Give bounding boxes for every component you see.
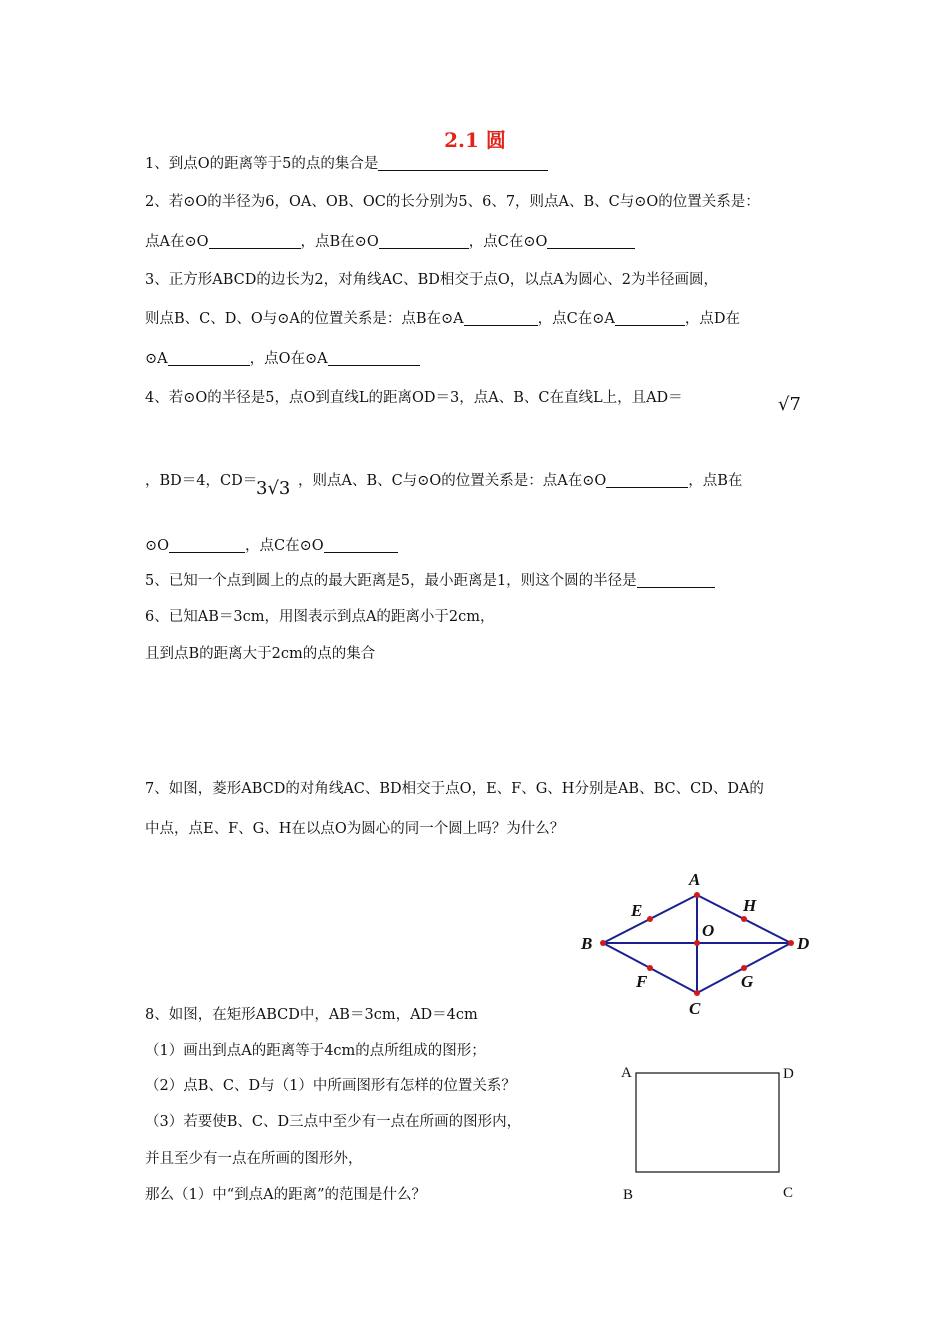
page-title: 2.1 圆 bbox=[444, 128, 506, 152]
q6-line2: 且到点B的距离大于2cm的点的集合 bbox=[145, 646, 376, 662]
q4-line2a: ，BD＝4，CD＝ bbox=[145, 473, 258, 489]
q1-answer-blank[interactable] bbox=[378, 156, 548, 171]
q3-c-blank[interactable] bbox=[615, 311, 685, 326]
point-d bbox=[788, 940, 794, 946]
rect-label-b: B bbox=[623, 1187, 634, 1203]
q3-c-text: ，点C在⊙A bbox=[537, 311, 615, 327]
q8-part4: 并且至少有一点在所画的图形外， bbox=[145, 1151, 363, 1167]
question-5 bbox=[145, 569, 715, 590]
point-f bbox=[647, 965, 653, 971]
label-b: B bbox=[581, 934, 593, 953]
point-g bbox=[741, 965, 747, 971]
q6-line1: 6、已知AB＝3cm，用图表示到点A的距离小于2cm， bbox=[145, 609, 495, 625]
q4-line1: 4、若⊙O的半径是5，点O到直线L的距离OD＝3，点A、B、C在直线L上，且AD＝ bbox=[145, 390, 683, 406]
rect-label-c: C bbox=[783, 1185, 794, 1201]
q2-a-text: 点A在⊙O bbox=[145, 234, 209, 250]
rect-label-d: D bbox=[783, 1066, 794, 1082]
q5-text: 5、已知一个点到圆上的点的最大距离是5，最小距离是1，则这个圆的半径是 bbox=[145, 573, 637, 589]
q8-part3: （3）若要使B、C、D三点中至少有一点在所画的图形内， bbox=[145, 1114, 522, 1130]
q5-blank[interactable] bbox=[637, 573, 715, 588]
label-a: A bbox=[689, 870, 701, 889]
rectangle-abcd bbox=[636, 1073, 779, 1172]
sqrt7-formula: √7 bbox=[778, 394, 801, 415]
rectangle-figure bbox=[615, 1060, 805, 1210]
q3-b-text: 则点B、C、D、O与⊙A的位置关系是：点B在⊙A bbox=[145, 311, 464, 327]
q2-line2 bbox=[145, 230, 635, 251]
q7-line1: 7、如图，菱形ABCD的对角线AC、BD相交于点O，E、F、G、H分别是AB、BC、CD、DA的 bbox=[145, 781, 764, 797]
q3-d-text2: ⊙A bbox=[145, 351, 168, 367]
q2-b-blank[interactable] bbox=[379, 234, 469, 249]
q4-a-blank[interactable] bbox=[606, 473, 688, 488]
q4-b-blank[interactable] bbox=[169, 538, 245, 553]
q3-line3 bbox=[145, 347, 420, 368]
q4-a-text: ，则点A、B、C与⊙O的位置关系是：点A在⊙O bbox=[298, 473, 607, 489]
q4-b-text: ，点B在 bbox=[688, 473, 743, 489]
point-b bbox=[600, 940, 606, 946]
q3-o-blank[interactable] bbox=[328, 351, 420, 366]
label-c: C bbox=[689, 999, 701, 1018]
point-o bbox=[694, 940, 700, 946]
q3-b-blank[interactable] bbox=[464, 311, 538, 326]
q4-line3 bbox=[145, 534, 398, 555]
q4-line2b bbox=[298, 469, 742, 490]
q2-a-blank[interactable] bbox=[209, 234, 301, 249]
q4-b-text2: ⊙O bbox=[145, 538, 170, 554]
q2-c-blank[interactable] bbox=[547, 234, 635, 249]
q1-text: 1、到点O的距离等于5的点的集合是 bbox=[145, 156, 379, 172]
q4-c-blank[interactable] bbox=[324, 538, 398, 553]
q3-o-text: ，点O在⊙A bbox=[249, 351, 328, 367]
q3-d-text: ，点D在 bbox=[684, 311, 741, 327]
label-h: H bbox=[743, 896, 757, 915]
label-f: F bbox=[636, 972, 648, 991]
point-h bbox=[741, 916, 747, 922]
rect-label-a: A bbox=[621, 1065, 632, 1081]
label-d: D bbox=[797, 934, 810, 953]
label-o: O bbox=[702, 921, 715, 940]
q3-line2 bbox=[145, 307, 740, 328]
q8-part1: （1）画出到点A的距离等于4cm的点所组成的图形； bbox=[145, 1043, 486, 1059]
q2-c-text: ，点C在⊙O bbox=[468, 234, 548, 250]
q7-line2: 中点，点E、F、G、H在以点O为圆心的同一个圆上吗？为什么？ bbox=[145, 821, 565, 837]
q4-c-text: ，点C在⊙O bbox=[245, 538, 324, 554]
sqrt33-formula: 3√3 bbox=[256, 478, 291, 499]
rhombus-figure bbox=[575, 866, 825, 1021]
q2-b-text: ，点B在⊙O bbox=[300, 234, 379, 250]
point-c bbox=[694, 990, 700, 996]
q2-line1: 2、若⊙O的半径为6，OA、OB、OC的长分别为5、6、7，则点A、B、C与⊙O的位置关系是： bbox=[145, 194, 760, 210]
label-g: G bbox=[741, 972, 754, 991]
q8-part5: 那么（1）中“到点A的距离”的范围是什么？ bbox=[145, 1187, 427, 1203]
q3-d-blank[interactable] bbox=[168, 351, 250, 366]
point-a bbox=[694, 892, 700, 898]
point-e bbox=[647, 916, 653, 922]
label-e: E bbox=[631, 901, 643, 920]
q8-part2: （2）点B、C、D与（1）中所画图形有怎样的位置关系？ bbox=[145, 1078, 516, 1094]
question-1 bbox=[145, 152, 548, 173]
q8-line1: 8、如图，在矩形ABCD中，AB＝3cm，AD＝4cm bbox=[145, 1007, 478, 1023]
q3-line1: 3、正方形ABCD的边长为2，对角线AC、BD相交于点O，以点A为圆心、2为半径画圆， bbox=[145, 272, 718, 288]
